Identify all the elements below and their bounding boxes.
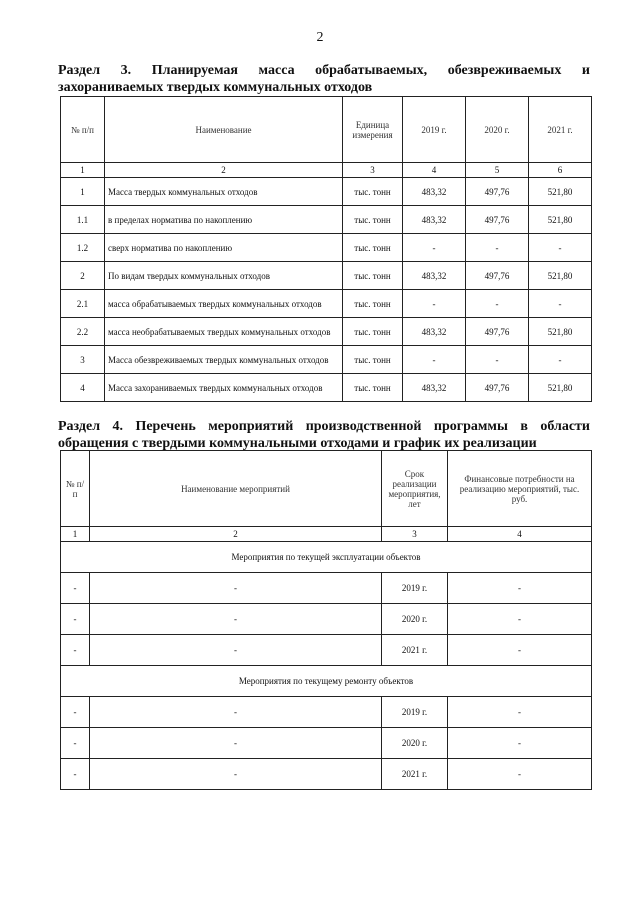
row-name: Масса обезвреживаемых твердых коммунальных отходов [105, 346, 343, 374]
header-finance: Финансовые потребности на реализацию мероприятий, тыс. руб. [448, 451, 592, 527]
row-2020: - [466, 234, 529, 262]
row-num: 3 [61, 346, 105, 374]
row-finance: - [448, 573, 592, 604]
header-2020: 2020 г. [466, 97, 529, 163]
header-2019: 2019 г. [403, 97, 466, 163]
row-year: 2021 г. [382, 635, 448, 666]
row-name: сверх норматива по накоплению [105, 234, 343, 262]
section3-title [58, 62, 590, 96]
table-row [61, 318, 592, 346]
row-2021: - [529, 346, 592, 374]
section4-title-line1: Раздел 4. Перечень мероприятий производственной программы в области [58, 419, 590, 434]
table-row [61, 573, 592, 604]
row-name: - [90, 635, 382, 666]
col-number: 2 [90, 527, 382, 542]
row-name: Масса захораниваемых твердых коммунальных отходов [105, 374, 343, 402]
row-finance: - [448, 697, 592, 728]
row-year: 2021 г. [382, 759, 448, 790]
header-num: № п/п [61, 97, 105, 163]
row-finance: - [448, 635, 592, 666]
row-name: По видам твердых коммунальных отходов [105, 262, 343, 290]
row-num: 2 [61, 262, 105, 290]
row-2019: 483,32 [403, 318, 466, 346]
group-title: Мероприятия по текущей эксплуатации объектов [61, 542, 592, 573]
row-name: Масса твердых коммунальных отходов [105, 178, 343, 206]
row-2019: - [403, 234, 466, 262]
row-num: - [61, 635, 90, 666]
row-2020: 497,76 [466, 262, 529, 290]
row-2020: 497,76 [466, 374, 529, 402]
section4-header-row [61, 451, 592, 527]
col-number: 5 [466, 163, 529, 178]
section4-title-line2: обращения с твердыми коммунальными отходами и график их реализации [58, 436, 537, 451]
section3-title-line1: Раздел 3. Планируемая масса обрабатываемых, обезвреживаемых и [58, 63, 590, 78]
table-row [61, 178, 592, 206]
group-title: Мероприятия по текущему ремонту объектов [61, 666, 592, 697]
row-2021: 521,80 [529, 262, 592, 290]
col-number: 4 [448, 527, 592, 542]
row-unit: тыс. тонн [343, 178, 403, 206]
table-row [61, 635, 592, 666]
row-2020: 497,76 [466, 178, 529, 206]
header-unit: Единица измерения [343, 97, 403, 163]
table-row [61, 728, 592, 759]
header-name: Наименование мероприятий [90, 451, 382, 527]
row-year: 2020 г. [382, 604, 448, 635]
row-2019: 483,32 [403, 374, 466, 402]
section3-column-numbers-row [61, 163, 592, 178]
table-row [61, 290, 592, 318]
row-num: 1.2 [61, 234, 105, 262]
row-2019: 483,32 [403, 206, 466, 234]
row-finance: - [448, 728, 592, 759]
table-row [61, 262, 592, 290]
row-num: - [61, 604, 90, 635]
col-number: 1 [61, 527, 90, 542]
row-name: масса обрабатываемых твердых коммунальных отходов [105, 290, 343, 318]
row-name: - [90, 728, 382, 759]
row-name: - [90, 759, 382, 790]
row-num: - [61, 697, 90, 728]
row-unit: тыс. тонн [343, 346, 403, 374]
row-2020: - [466, 290, 529, 318]
row-2019: 483,32 [403, 262, 466, 290]
col-number: 4 [403, 163, 466, 178]
table-row [61, 374, 592, 402]
row-finance: - [448, 759, 592, 790]
row-unit: тыс. тонн [343, 234, 403, 262]
col-number: 1 [61, 163, 105, 178]
row-name: масса необрабатываемых твердых коммунальных отходов [105, 318, 343, 346]
row-2019: - [403, 346, 466, 374]
row-name: - [90, 604, 382, 635]
row-2020: 497,76 [466, 206, 529, 234]
section4-column-numbers-row [61, 527, 592, 542]
row-year: 2019 г. [382, 697, 448, 728]
row-num: - [61, 573, 90, 604]
row-unit: тыс. тонн [343, 206, 403, 234]
row-num: 4 [61, 374, 105, 402]
row-year: 2020 г. [382, 728, 448, 759]
row-num: - [61, 759, 90, 790]
row-2021: - [529, 290, 592, 318]
group-header-row [61, 666, 592, 697]
row-unit: тыс. тонн [343, 318, 403, 346]
col-number: 3 [382, 527, 448, 542]
header-term: Срок реализации мероприятия, лет [382, 451, 448, 527]
row-num: 1 [61, 178, 105, 206]
table-row [61, 346, 592, 374]
header-num: № п/п [61, 451, 90, 527]
page-number: 2 [316, 30, 324, 45]
row-unit: тыс. тонн [343, 262, 403, 290]
section3-table [60, 96, 592, 402]
row-2021: 521,80 [529, 374, 592, 402]
col-number: 3 [343, 163, 403, 178]
header-2021: 2021 г. [529, 97, 592, 163]
row-name: в пределах норматива по накоплению [105, 206, 343, 234]
section4-title [58, 418, 590, 452]
section3-title-line2: захораниваемых твердых коммунальных отходов [58, 80, 373, 95]
row-finance: - [448, 604, 592, 635]
row-year: 2019 г. [382, 573, 448, 604]
row-2019: - [403, 290, 466, 318]
col-number: 2 [105, 163, 343, 178]
table-row [61, 697, 592, 728]
row-name: - [90, 697, 382, 728]
group-header-row [61, 542, 592, 573]
row-unit: тыс. тонн [343, 290, 403, 318]
row-name: - [90, 573, 382, 604]
row-num: - [61, 728, 90, 759]
row-2021: - [529, 234, 592, 262]
table-row [61, 604, 592, 635]
section4-table [60, 450, 592, 790]
table-row [61, 206, 592, 234]
header-name: Наименование [105, 97, 343, 163]
row-num: 2.2 [61, 318, 105, 346]
row-2021: 521,80 [529, 206, 592, 234]
table-row [61, 759, 592, 790]
col-number: 6 [529, 163, 592, 178]
row-2019: 483,32 [403, 178, 466, 206]
row-2021: 521,80 [529, 318, 592, 346]
row-2020: - [466, 346, 529, 374]
section3-header-row [61, 97, 592, 163]
row-unit: тыс. тонн [343, 374, 403, 402]
row-2021: 521,80 [529, 178, 592, 206]
row-2020: 497,76 [466, 318, 529, 346]
row-num: 1.1 [61, 206, 105, 234]
row-num: 2.1 [61, 290, 105, 318]
table-row [61, 234, 592, 262]
